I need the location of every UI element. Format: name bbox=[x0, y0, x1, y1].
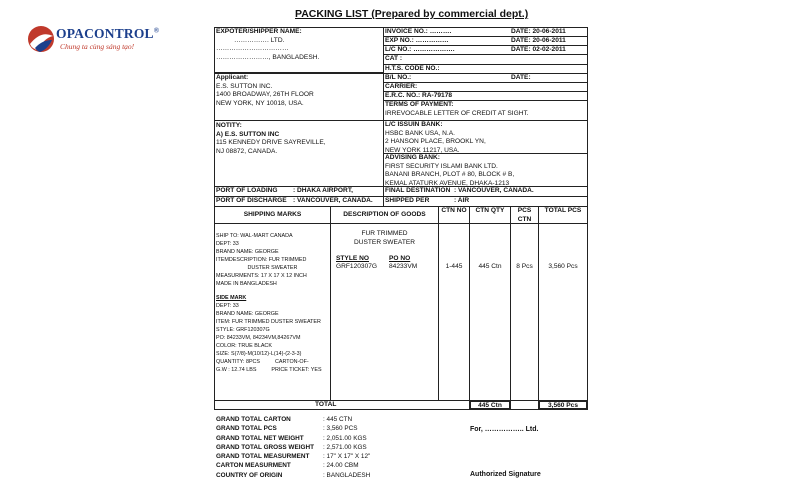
summary-row: GRAND TOTAL PCS : 3,560 PCS bbox=[216, 425, 358, 433]
cat-row: CAT : bbox=[383, 54, 588, 65]
brand-name: OPACONTROL® bbox=[56, 26, 160, 41]
lc-bank-box: L/C ISSUIN BANK: HSBC BANK USA, N.A. 2 HANSON PLACE, BROOKL YN, NEW YORK 11217, USA. bbox=[383, 120, 588, 154]
exporter-label: EXPOTER/SHIPPER NAME: bbox=[216, 28, 302, 35]
ctn-no-cell: 1-445 bbox=[438, 223, 470, 401]
summary-row: CARTON MEASURMENT : 24.00 CBM bbox=[216, 462, 359, 470]
advising-bank-box: ADVISING BANK: FIRST SECURITY ISLAMI BANK LTD. BANANI BRANCH, PLOT # 80, BLOCK # B, KEMAL ATATURK AVENUE, DHAKA-1213 bbox=[383, 153, 588, 187]
lc-row: L/C NO.: ………………. DATE: 02-02-2011 bbox=[383, 45, 588, 55]
header-ctn-no: CTN NO bbox=[438, 206, 470, 224]
summary-row: COUNTRY OF ORIGIN : BANGLADESH bbox=[216, 471, 371, 479]
summary-row: GRAND TOTAL MEASURMENT : 17" X 17" X 12" bbox=[216, 453, 371, 461]
authorized-signature: Authorized Signature bbox=[470, 471, 541, 478]
port-discharge-row: PORT OF DISCHARGE : VANCOUVER, CANADA. bbox=[214, 196, 384, 207]
pcs-ctn-cell: 8 Pcs bbox=[510, 223, 539, 401]
exporter-box bbox=[214, 27, 384, 73]
summary-row: GRAND TOTAL NET WEIGHT : 2,051.00 KGS bbox=[216, 434, 367, 442]
exporter-line2: …………………………… bbox=[216, 45, 289, 53]
header-shipping-marks: SHIPPING MARKS bbox=[214, 206, 331, 224]
exp-row: EXP NO.: …………… DATE: 20-06-2011 bbox=[383, 36, 588, 46]
exporter-line1: ……………. LTD. bbox=[234, 36, 285, 44]
summary-row: GRAND TOTAL CARTON : 445 CTN bbox=[216, 416, 353, 423]
erc-row: E.R.C. NO.: RA-79178 bbox=[383, 91, 588, 101]
final-destination-row: FINAL DESTINATION : VANCOUVER, CANADA. bbox=[383, 186, 588, 197]
total-label-cell: TOTAL bbox=[214, 400, 470, 410]
applicant-box: Applicant: E.S. SUTTON INC. 1400 BROADWAY, 26TH FLOOR NEW YORK, NY 10018, USA. bbox=[214, 73, 384, 121]
terms-box: TERMS OF PAYMENT: IRREVOCABLE LETTER OF CREDIT AT SIGHT. bbox=[383, 100, 588, 121]
summary-block bbox=[216, 415, 370, 480]
exporter-line3: ……………………, BANGLADESH. bbox=[216, 53, 320, 61]
opacontrol-logo-icon bbox=[26, 22, 56, 56]
company-logo bbox=[26, 22, 160, 58]
shipped-per-row: SHIPPED PER : AIR bbox=[383, 196, 588, 207]
total-pcs-cell: 3,560 Pcs bbox=[538, 223, 588, 401]
notify-box: NOTITY: A) E.S. SUTTON INC 115 KENNEDY DRIVE SAYREVILLE, NJ 08872, CANADA. bbox=[214, 120, 384, 187]
header-description: DESCRIPTION OF GOODS bbox=[330, 206, 439, 224]
bl-row: B/L NO.: DATE: bbox=[383, 73, 588, 83]
brand-tagline: Chung ta cùng sáng tạo! bbox=[60, 42, 135, 51]
for-company-line: For, …………….. Ltd. bbox=[470, 426, 539, 433]
shipping-marks-cell: SHIP TO: WAL-MART CANADA DEPT: 33 BRAND NAME: GEORGE ITEMDESCRIPTION: FUR TRIMMED DUSTER SWEATER MEASURMENTS: 17 X 17 X 12 INCH MADE IN BANGLADESH SIDE MARK DEPT: 33 BRAND NAME: GEORGE ITEM: FUR TRIMMED DUSTER SWEATER STYLE: GRF120307G PO: 84233VM, 84234VM,84267VM COLOR: TRUE BLACK SIZE: S(7/8)-M(10/12)-L(14)-(2-3-3) QUANTITY: 8PCS CARTON-OF- G.W : 12.74 LBS PRICE TICKET: YES bbox=[214, 223, 331, 401]
total-ctn-cell: 445 Ctn bbox=[469, 400, 511, 410]
header-total-pcs: TOTAL PCS bbox=[538, 206, 588, 224]
carrier-row: CARRIER: bbox=[383, 82, 588, 92]
ctn-qty-cell: 445 Ctn bbox=[469, 223, 511, 401]
hts-row: H.T.S. CODE NO.: bbox=[383, 64, 588, 74]
summary-row: GRAND TOTAL GROSS WEIGHT : 2,571.00 KGS bbox=[216, 443, 367, 451]
total-pcs-total-cell: 3,560 Pcs bbox=[538, 400, 588, 410]
port-loading-row: PORT OF LOADING : DHAKA AIRPORT, bbox=[214, 186, 384, 197]
invoice-row: INVOICE NO.: ………. DATE: 20-06-2011 bbox=[383, 27, 588, 37]
header-pcs-ctn: PCS CTN bbox=[510, 206, 539, 224]
header-ctn-qty: CTN QTY bbox=[469, 206, 511, 224]
total-blank-cell bbox=[510, 400, 539, 410]
page-title: PACKING LIST (Prepared by commercial dept.) bbox=[295, 8, 529, 20]
description-cell: FUR TRIMMED DUSTER SWEATER STYLE NO PO NO GRF120307G 84233VM bbox=[330, 223, 439, 401]
packing-list-sheet bbox=[214, 27, 588, 410]
side-mark-label: SIDE MARK bbox=[216, 295, 247, 301]
